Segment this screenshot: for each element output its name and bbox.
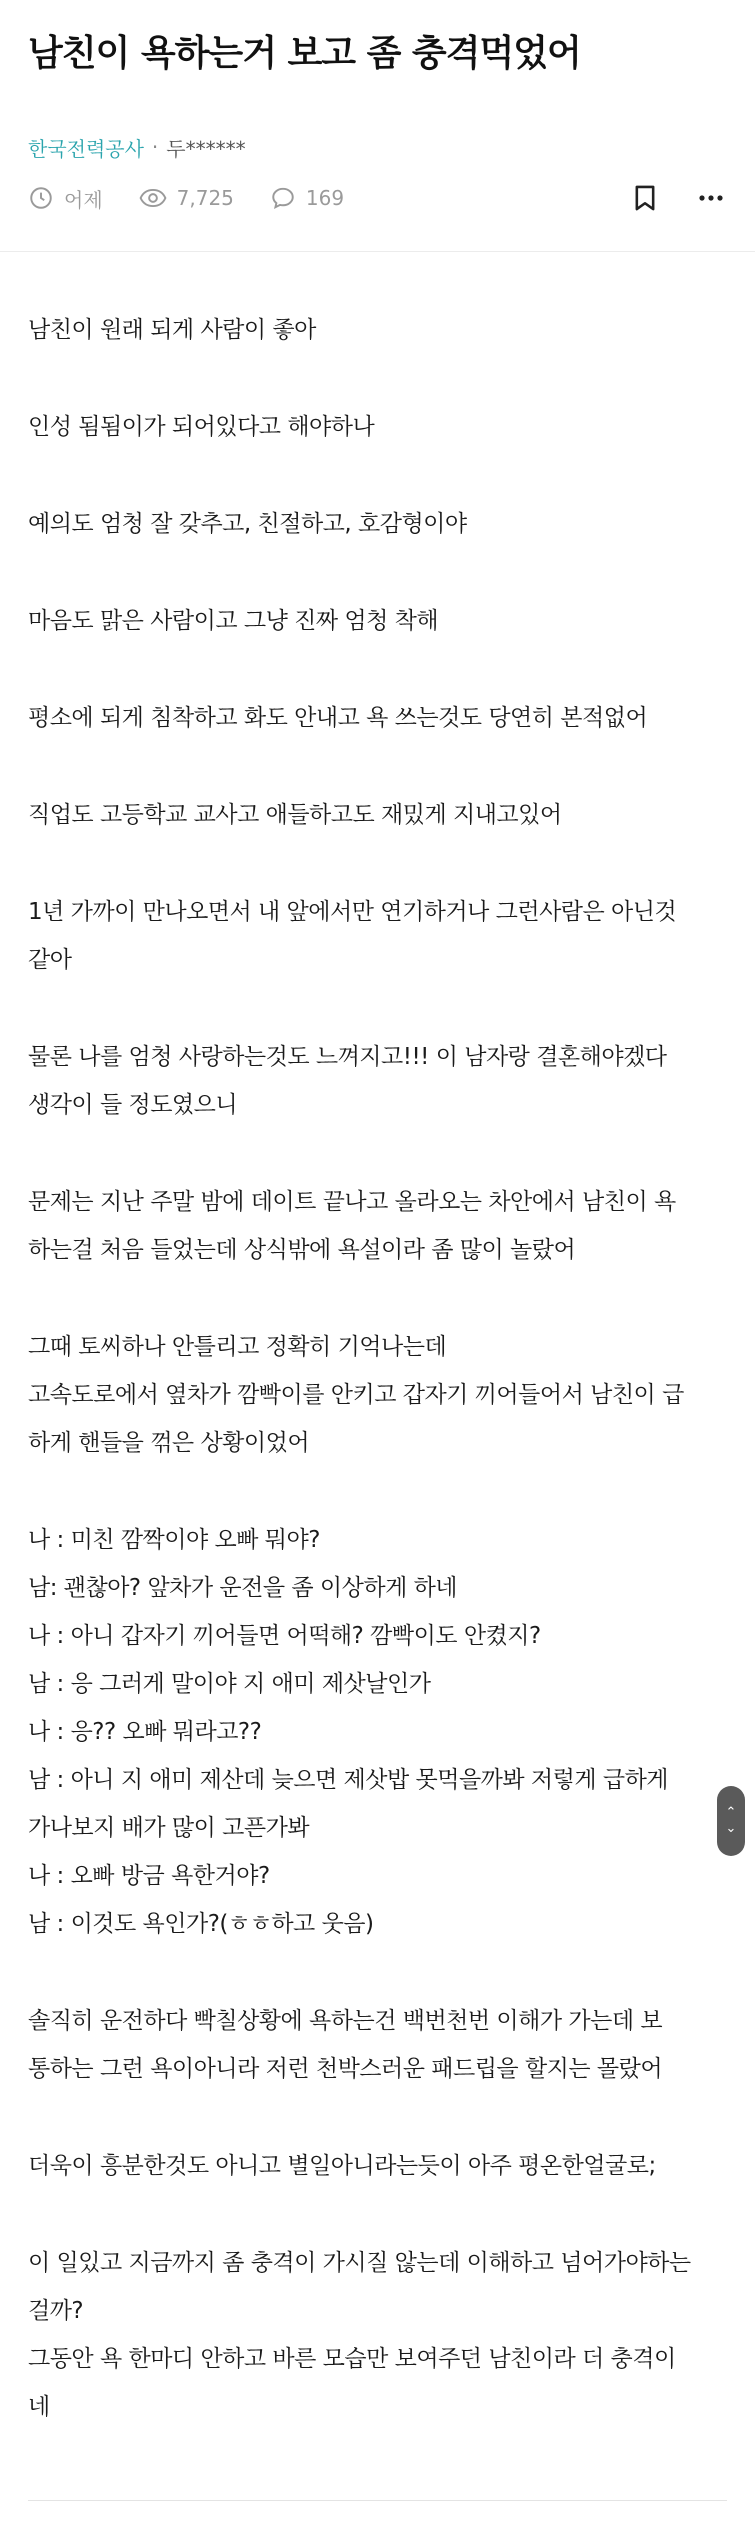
view-count (139, 185, 234, 211)
content-divider (28, 2500, 727, 2501)
body-line: 통하는 그런 욕이아니라 저런 천박스러운 패드립을 할지는 몰랐어 (28, 2056, 663, 2082)
body-line: 생각이 들 정도였으니 (28, 1092, 238, 1118)
body-line: 네 (28, 2394, 50, 2420)
body-paragraph (28, 2239, 727, 2431)
body-line: 남: 괜찮아? 앞차가 운전을 좀 이상하게 하네 (28, 1575, 458, 1601)
author-name: 두****** (166, 136, 246, 161)
body-line: 걸까? (28, 2298, 84, 2324)
views-text: 7,725 (176, 186, 234, 210)
body-line: 같아 (28, 947, 72, 973)
bookmark-button[interactable] (625, 178, 665, 218)
comment-count[interactable] (270, 185, 344, 211)
clock-icon (28, 185, 54, 211)
body-line: 이 일있고 지금까지 좀 충격이 가시질 않는데 이해하고 넘어가야하는 (28, 2250, 691, 2276)
body-line: 가나보지 배가 많이 고픈가봐 (28, 1815, 310, 1841)
body-paragraph (28, 500, 727, 548)
body-line: 솔직히 운전하다 빡칠상황에 욕하는건 백번천번 이해가 가는데 보 (28, 2008, 663, 2034)
body-line: 1년 가까이 만나오면서 내 앞에서만 연기하거나 그런사람은 아닌것 (28, 899, 677, 925)
body-line: 남친이 원래 되게 사람이 좋아 (28, 317, 316, 343)
post-stats (28, 178, 731, 218)
time-text: 어제 (64, 187, 103, 212)
body-line: 문제는 지난 주말 밤에 데이트 끝나고 올라오는 차안에서 남친이 욕 (28, 1189, 676, 1215)
post-header (0, 0, 755, 252)
body-line: 평소에 되게 침착하고 화도 안내고 욕 쓰는것도 당연히 본적없어 (28, 705, 648, 731)
body-paragraph (28, 888, 727, 984)
body-paragraph (28, 306, 727, 354)
body-line: 남 : 응 그러게 말이야 지 애미 제삿날인가 (28, 1671, 431, 1697)
body-paragraph (28, 1516, 727, 1948)
post-title: 남친이 욕하는거 보고 좀 충격먹었어 (28, 33, 581, 74)
body-line: 나 : 응?? 오빠 뭐라고?? (28, 1719, 262, 1745)
body-line: 남 : 아니 지 애미 제산데 늦으면 제삿밥 못먹을까봐 저렇게 급하게 (28, 1767, 669, 1793)
comments-text: 169 (305, 186, 345, 210)
body-paragraph (28, 1997, 727, 2093)
body-line: 나 : 오빠 방금 욕한거야? (28, 1863, 270, 1889)
body-line: 인성 됨됨이가 되어있다고 해야하나 (28, 414, 375, 440)
more-dots-icon (698, 194, 724, 202)
speech-bubble-icon (270, 185, 296, 211)
company-link[interactable]: 한국전력공사 (28, 136, 144, 161)
body-paragraph (28, 403, 727, 451)
scroll-down-icon: ⌄ (725, 1821, 737, 1836)
body-line: 직업도 고등학교 교사고 애들하고도 재밌게 지내고있어 (28, 802, 562, 828)
body-paragraph (28, 1178, 727, 1274)
body-line: 그동안 욕 한마디 안하고 바른 모습만 보여주던 남친이라 더 충격이 (28, 2346, 676, 2372)
body-paragraph (28, 2142, 727, 2190)
post-actions (599, 178, 731, 218)
eye-icon (139, 185, 167, 211)
body-paragraph (28, 1033, 727, 1129)
body-line: 나 : 아니 갑자기 끼어들면 어떡해? 깜빡이도 안켰지? (28, 1623, 541, 1649)
body-paragraph (28, 791, 727, 839)
scroll-up-icon: ⌃ (725, 1805, 737, 1820)
body-line: 남 : 이것도 욕인가?(ㅎㅎ하고 웃음) (28, 1911, 374, 1937)
body-line: 그때 토씨하나 안틀리고 정확히 기억나는데 (28, 1334, 447, 1360)
body-line: 더욱이 흥분한것도 아니고 별일아니라는듯이 아주 평온한얼굴로; (28, 2153, 656, 2179)
body-paragraph (28, 597, 727, 645)
bookmark-icon (632, 184, 658, 212)
body-paragraph (28, 694, 727, 742)
body-paragraph (28, 1323, 727, 1467)
body-line: 물론 나를 엄청 사랑하는것도 느껴지고!!! 이 남자랑 결혼해야겠다 (28, 1044, 667, 1070)
more-button[interactable] (691, 178, 731, 218)
meta-separator: · (151, 135, 159, 159)
body-line: 하게 핸들을 꺾은 상황이었어 (28, 1430, 310, 1456)
post-time (28, 184, 103, 213)
post-meta (28, 132, 727, 162)
body-line: 예의도 엄청 잘 갖추고, 친절하고, 호감형이야 (28, 511, 467, 537)
body-line: 마음도 맑은 사람이고 그냥 진짜 엄청 착해 (28, 608, 439, 634)
body-line: 고속도로에서 옆차가 깜빡이를 안키고 갑자기 끼어들어서 남친이 급 (28, 1382, 684, 1408)
post-body (0, 252, 755, 2431)
scroll-handle[interactable] (717, 1786, 745, 1856)
body-line: 하는걸 처음 들었는데 상식밖에 욕설이라 좀 많이 놀랐어 (28, 1237, 576, 1263)
body-line: 나 : 미친 깜짝이야 오빠 뭐야? (28, 1527, 320, 1553)
